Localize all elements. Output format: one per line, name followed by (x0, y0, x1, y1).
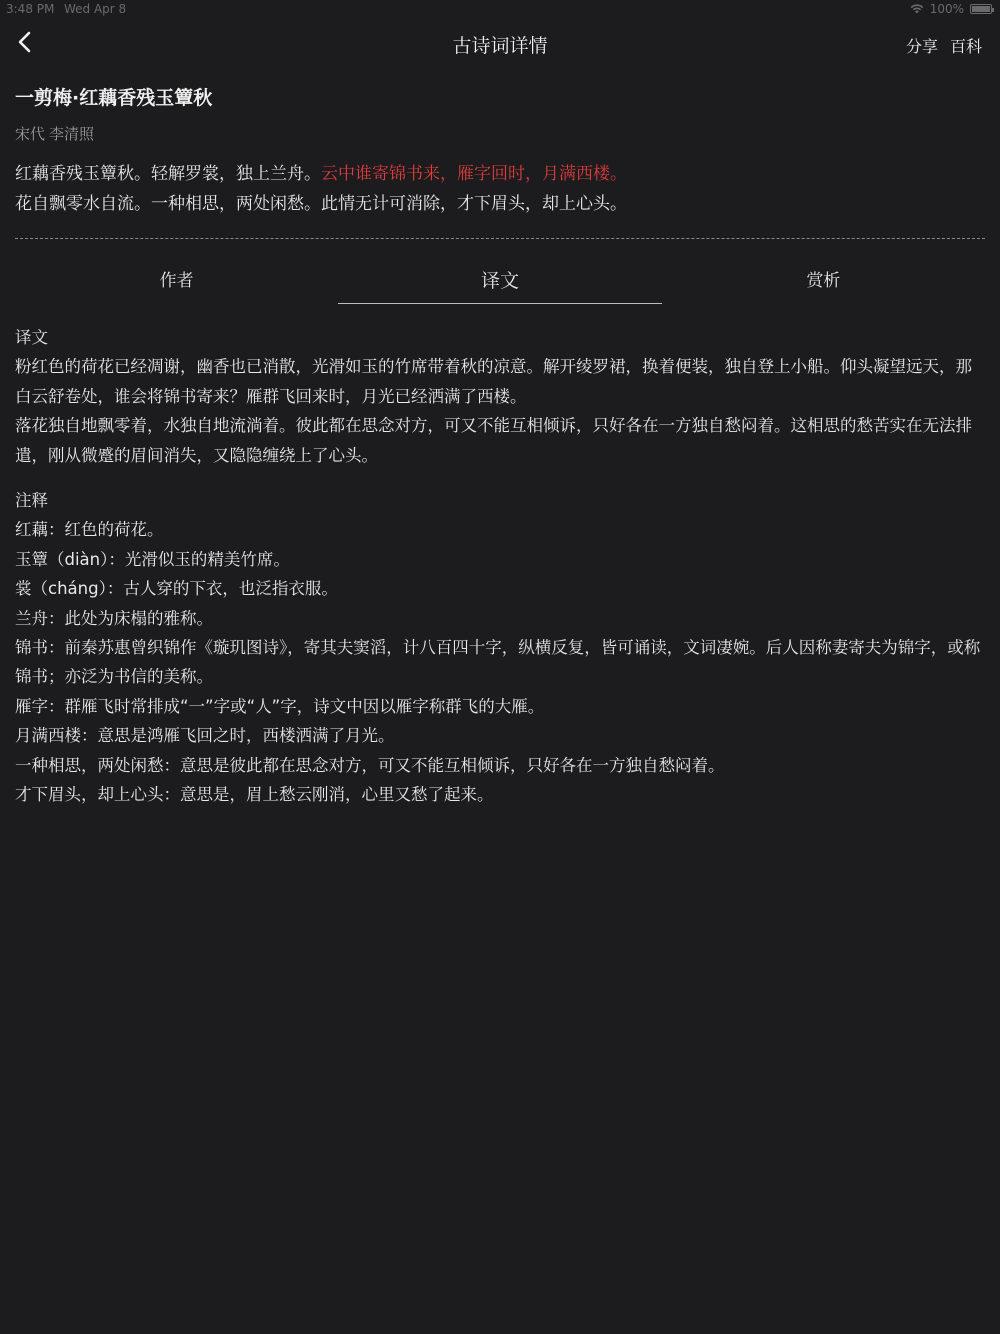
battery-icon (970, 4, 992, 14)
note-item: 雁字：群雁飞时常排成“一”字或“人”字，诗文中因以雁字称群飞的大雁。 (15, 696, 545, 716)
battery-percent: 100% (929, 2, 964, 16)
section-heading: 注释 (15, 491, 48, 511)
nav-actions (906, 34, 982, 57)
dashed-divider (15, 238, 985, 239)
note-item: 玉簟（diàn）：光滑似玉的精美竹席。 (15, 549, 290, 569)
notes-section (15, 486, 985, 809)
encyclopedia-button[interactable]: 百科 (949, 37, 982, 56)
poem-line (15, 159, 985, 189)
tab-bar (15, 258, 985, 304)
poem-author: 李清照 (49, 125, 95, 143)
nav-bar (0, 20, 1000, 68)
status-date: Wed Apr 8 (64, 2, 127, 16)
wifi-icon (910, 4, 924, 14)
note-item: 红藕：红色的荷花。 (15, 520, 164, 540)
tab-content (15, 323, 985, 810)
note-item: 锦书：前秦苏惠曾织锦作《璇玑图诗》，寄其夫窦滔，计八百四十字，纵横反复，皆可诵读，文词凄婉。后人因称妻寄夫为锦字，或称锦书；亦泛为书信的美称。 (15, 638, 981, 687)
tab-appreciation[interactable]: 赏析 (806, 271, 841, 291)
status-bar (0, 0, 1000, 20)
poem-line: 花自飘零水自流。一种相思，两处闲愁。此情无计可消除，才下眉头，却上心头。 (15, 194, 627, 214)
poem-highlight: 云中谁寄锦书来，雁字回时，月满西楼。 (321, 164, 627, 184)
poem-title: 一剪梅·红藕香残玉簟秋 (15, 87, 213, 109)
status-time: 3:48 PM (6, 2, 55, 16)
note-item: 一种相思，两处闲愁：意思是彼此都在思念对方，可又不能互相倾诉，只好各在一方独自愁闷着。 (15, 755, 725, 775)
note-item: 月满西楼：意思是鸿雁飞回之时，西楼洒满了月光。 (15, 726, 395, 746)
status-indicators (910, 2, 992, 16)
translation-paragraph: 粉红色的荷花已经凋谢，幽香也已消散，光滑如玉的竹席带着秋的凉意。解开绫罗裙，换着便装，独自登上小船。仰头凝望远天，那白云舒卷处，谁会将锦书寄来？雁群飞回来时，月光已经洒满了西楼。 (15, 357, 972, 406)
poem-meta (15, 124, 985, 144)
section-heading: 译文 (15, 328, 48, 347)
note-item: 才下眉头，却上心头：意思是，眉上愁云刚消，心里又愁了起来。 (15, 785, 494, 805)
note-item: 兰舟：此处为床榻的雅称。 (15, 608, 213, 628)
translation-paragraph: 落花独自地飘零着，水独自地流淌着。彼此都在思念对方，可又不能互相倾诉，只好各在一方独自愁闷着。这相思的愁苦实在无法排遣，刚从微蹙的眉间消失，又隐隐缠绕上了心头。 (15, 416, 972, 465)
tab-author[interactable]: 作者 (159, 271, 194, 291)
poem-line-text: 红藕香残玉簟秋。轻解罗裳，独上兰舟。 (15, 164, 321, 184)
poem-body (15, 159, 985, 219)
battery-fill (972, 6, 990, 12)
share-button[interactable]: 分享 (905, 37, 938, 56)
tab-translation[interactable]: 译文 (338, 258, 661, 304)
page-title: 古诗词详情 (452, 35, 548, 57)
poem-section (15, 84, 985, 219)
note-item: 裳（cháng）：古人穿的下衣，也泛指衣服。 (15, 579, 338, 599)
poem-dynasty: 宋代 (15, 125, 46, 143)
translation-section (15, 323, 985, 470)
